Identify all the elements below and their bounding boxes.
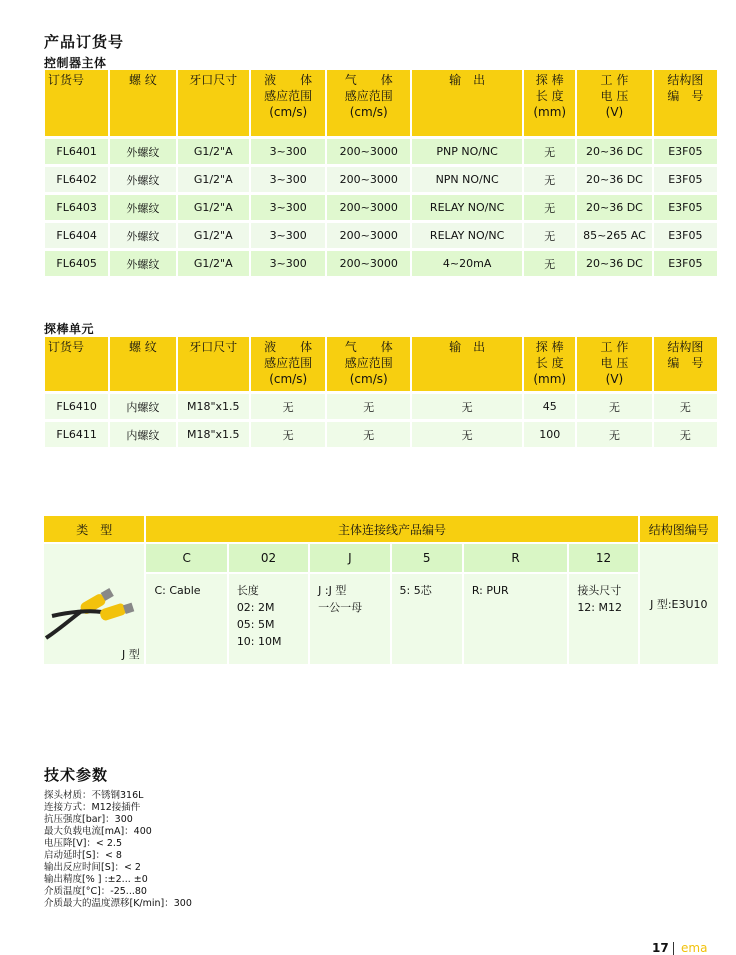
header-gas-text: 气 体 感应范围 (cm/s) [344,73,393,119]
desc-cell: C: Cable [146,574,226,664]
table-row [45,220,717,248]
header-thread-text: 螺 纹 [128,340,157,354]
header-output-text: 输 出 [449,73,486,87]
header-probe-length-text: 探 棒 长 度 (mm) [533,73,567,119]
table-cell: G1/2"A [178,164,249,192]
table-cell: 3~300 [251,136,325,164]
header-diagram [654,337,717,391]
footer-divider [673,942,674,955]
table-cell: 20~36 DC [577,164,651,192]
table-cell: RELAY NO/NC [412,192,522,220]
table-row [45,391,717,419]
table-cell: 100 [524,419,575,447]
table-cell: 20~36 DC [577,136,651,164]
table-cell: M18"x1.5 [178,391,249,419]
table-cell: FL6411 [45,419,108,447]
table-cell: 无 [524,192,575,220]
order-title: 产品订货号 [44,33,125,51]
code-cell: C [146,544,226,572]
table-cell: FL6405 [45,248,108,276]
table-cell: 无 [577,419,651,447]
header-size-text: 牙口尺寸 [189,73,238,87]
tech-line: 最大负载电流[mA]：400 [44,826,152,837]
table-cell: E3F05 [654,164,717,192]
table-cell: NPN NO/NC [412,164,522,192]
tech-line: 介质温度[°C]：-25...80 [44,886,147,897]
table-cell: M18"x1.5 [178,419,249,447]
header-order-no-text: 订货号 [48,73,85,87]
table-cell: FL6404 [45,220,108,248]
table-row [45,248,717,276]
tech-line: 探头材质：不锈钢316L [44,790,144,801]
cable-product-header: 主体连接线产品编号 [146,516,637,542]
tech-line: 启动延时[S]：< 8 [44,850,122,861]
table-row [45,164,717,192]
brand-logo: ema [681,941,708,955]
table-cell: RELAY NO/NC [412,220,522,248]
page-number: 17 [652,941,669,955]
table-cell: 200~3000 [327,248,410,276]
table-cell: E3F05 [654,136,717,164]
table-cell: 200~3000 [327,136,410,164]
table-cell: E3F05 [654,248,717,276]
desc-cell: J :J 型 一公一母 [310,574,389,664]
table-cell: 45 [524,391,575,419]
table-cell: FL6410 [45,391,108,419]
table-cell: 外螺纹 [110,164,175,192]
header-gas [327,70,410,136]
table-header-row [45,70,717,136]
tech-line: 电压降[V]：< 2.5 [44,838,122,849]
cable-image [44,546,144,646]
table-cell: 3~300 [251,220,325,248]
table-cell: 无 [654,391,717,419]
table-cell: 4~20mA [412,248,522,276]
table-cell: 外螺纹 [110,136,175,164]
table-cell: 200~3000 [327,192,410,220]
desc-cell: 长度 02: 2M 05: 5M 10: 10M [229,574,308,664]
table-header-row [45,337,717,391]
table-cell: E3F05 [654,192,717,220]
table-cell: 无 [327,419,410,447]
table-row [45,192,717,220]
table-cell: 无 [412,419,522,447]
header-liquid-text: 液 体 感应范围 (cm/s) [264,73,313,119]
probe-unit-table [43,337,719,447]
code-cell: 12 [569,544,637,572]
header-diagram-text: 结构图 编 号 [667,73,704,103]
table-row [45,419,717,447]
header-diagram-text: 结构图 编 号 [667,340,704,370]
cable-diagram-header: 结构图编号 [640,516,718,542]
header-gas [327,337,410,391]
header-probe-length-text: 探 棒 长 度 (mm) [533,340,567,386]
header-liquid [251,337,325,391]
tech-line: 介质最大的温度漂移[K/min]：300 [44,898,192,909]
table-row [45,136,717,164]
table-cell: 无 [251,391,325,419]
tech-line: 抗压强度[bar]：300 [44,814,133,825]
main-body-table [43,70,719,276]
cable-diagram-value: J 型:E3U10 [640,544,718,664]
header-thread [110,70,175,136]
table-cell: 20~36 DC [577,192,651,220]
table-cell: 外螺纹 [110,192,175,220]
header-voltage [577,337,651,391]
code-cell: 02 [229,544,308,572]
header-size-text: 牙口尺寸 [189,340,238,354]
table-cell: G1/2"A [178,192,249,220]
desc-cell: R: PUR [464,574,567,664]
table-cell: 3~300 [251,248,325,276]
header-thread [110,337,175,391]
code-cell: J [310,544,389,572]
table-cell: E3F05 [654,220,717,248]
table-cell: 85~265 AC [577,220,651,248]
table-cell: 无 [524,136,575,164]
cable-image-cell [44,544,144,664]
header-voltage [577,70,651,136]
header-size [178,70,249,136]
header-order-no-text: 订货号 [48,340,85,354]
table-cell: 内螺纹 [110,419,175,447]
header-liquid-text: 液 体 感应范围 (cm/s) [264,340,313,386]
table-cell: 无 [524,248,575,276]
table-cell: G1/2"A [178,220,249,248]
table-cell: 20~36 DC [577,248,651,276]
table-cell: 无 [577,391,651,419]
header-order-no [45,70,108,136]
header-size [178,337,249,391]
code-cell: 5 [392,544,462,572]
header-voltage-text: 工 作 电 压 (V) [600,340,629,386]
table-cell: 3~300 [251,192,325,220]
header-output [412,337,522,391]
header-thread-text: 螺 纹 [128,73,157,87]
header-output [412,70,522,136]
table-cell: 无 [524,220,575,248]
tech-line: 输出反应时间[S]：< 2 [44,862,141,873]
table-cell: 无 [524,164,575,192]
tech-title: 技术参数 [44,766,109,784]
table-cell: PNP NO/NC [412,136,522,164]
table-cell: G1/2"A [178,136,249,164]
probe-unit-title: 探棒单元 [44,322,95,336]
table-cell: FL6401 [45,136,108,164]
table-cell: G1/2"A [178,248,249,276]
code-cell: R [464,544,567,572]
table-cell: 200~3000 [327,164,410,192]
table-cell: FL6403 [45,192,108,220]
tech-line: 输出精度[% ] :±2... ±0 [44,874,148,885]
tech-list [44,790,192,910]
header-liquid [251,70,325,136]
main-body-title: 控制器主体 [44,56,107,70]
table-cell: 无 [251,419,325,447]
cable-type-label: J 型 [122,648,140,661]
table-cell: FL6402 [45,164,108,192]
table-cell: 3~300 [251,164,325,192]
table-cell: 200~3000 [327,220,410,248]
header-voltage-text: 工 作 电 压 (V) [600,73,629,119]
desc-cell: 接头尺寸 12: M12 [569,574,637,664]
header-probe-length [524,70,575,136]
tech-line: 连接方式：M12接插件 [44,802,141,813]
table-cell: 无 [327,391,410,419]
cable-table [42,514,720,666]
table-cell: 无 [654,419,717,447]
table-cell: 外螺纹 [110,220,175,248]
header-order-no [45,337,108,391]
table-cell: 无 [412,391,522,419]
table-cell: 内螺纹 [110,391,175,419]
header-diagram [654,70,717,136]
header-gas-text: 气 体 感应范围 (cm/s) [344,340,393,386]
cable-type-header: 类 型 [44,516,144,542]
table-cell: 外螺纹 [110,248,175,276]
header-output-text: 输 出 [449,340,486,354]
header-probe-length [524,337,575,391]
desc-cell: 5: 5芯 [392,574,462,664]
